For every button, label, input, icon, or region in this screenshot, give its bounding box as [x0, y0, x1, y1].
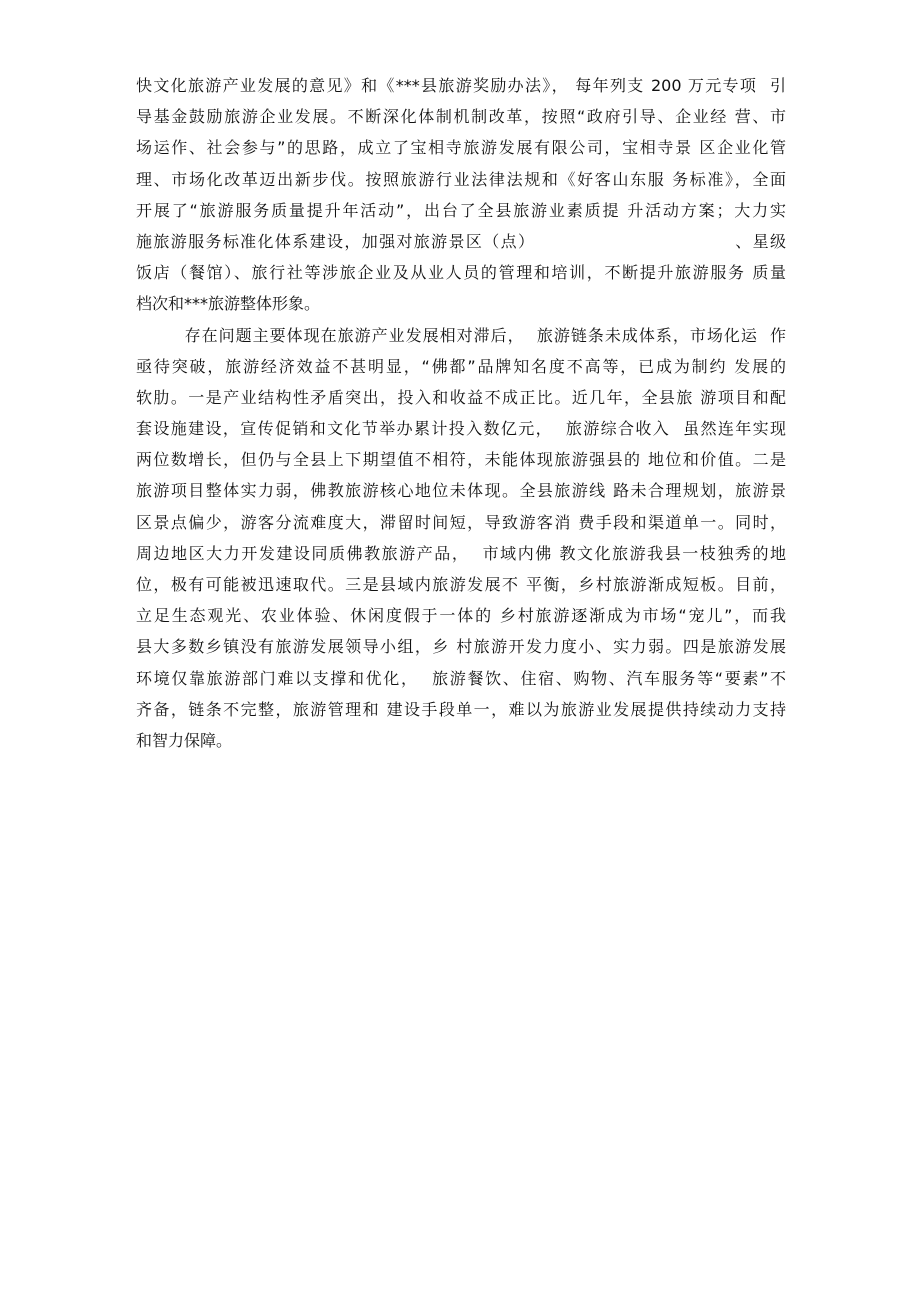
text-line: 开展了“旅游服务质量提升年活动”，出台了全县旅游业素质提 升活动方案；大力实 [136, 200, 786, 220]
text-line: 亟待突破，旅游经济效益不甚明显，“佛都”品牌知名度不高等，已成为制约 发展的 [136, 356, 786, 376]
text-line: 软肋。一是产业结构性矛盾突出，投入和收益不成正比。近几年，全县旅 游项目和配 [136, 387, 786, 407]
text-line: 理、市场化改革迈出新步伐。按照旅游行业法律法规和《好客山东服 务标准》，全面 [136, 169, 786, 189]
text-line: 位，极有可能被迅速取代。三是县域内旅游发展不 平衡，乡村旅游渐成短板。目前， [136, 575, 786, 594]
text-line: 档次和***旅游整体形象。 [136, 294, 321, 314]
text-line: 县大多数乡镇没有旅游发展领导小组，乡 村旅游开发力度小、实力弱。四是旅游发展 [136, 637, 786, 657]
text-line: 套设施建设，宣传促销和文化节举办累计投入数亿元， 旅游综合收入 虽然连年实现 [136, 419, 786, 439]
text-line: 导基金鼓励旅游企业发展。不断深化体制机制改革，按照“政府引导、企业经 营、市 [136, 107, 786, 127]
text-line: 环境仅靠旅游部门难以支撑和优化， 旅游餐饮、住宿、购物、汽车服务等“要素”不 [136, 668, 786, 688]
text-line: 旅游项目整体实力弱，佛教旅游核心地位未体现。全县旅游线 路未合理规划，旅游景 [136, 481, 786, 501]
paragraph-1 [136, 70, 786, 320]
text-line: 快文化旅游产业发展的意见》和《***县旅游奖励办法》， 每年列支 200 万元专项 引 [136, 76, 786, 95]
text-line: 两位数增长，但仍与全县上下期望值不相符，未能体现旅游强县的 地位和价值。二是 [136, 450, 786, 470]
text-line: 施旅游服务标准化体系建设，加强对旅游景区（点） 、星级 [136, 231, 786, 251]
text-line: 周边地区大力开发建设同质佛教旅游产品， 市域内佛 教文化旅游我县一枝独秀的地 [136, 543, 786, 563]
text-line: 区景点偏少，游客分流难度大，滞留时间短，导致游客消 费手段和渠道单一。同时， [136, 512, 786, 532]
text-line: 齐备，链条不完整，旅游管理和 建设手段单一，难以为旅游业发展提供持续动力支持 [136, 699, 786, 719]
text-line: 立足生态观光、农业体验、休闲度假于一体的 乡村旅游逐渐成为市场“宠儿”，而我 [136, 606, 786, 626]
paragraph-2 [136, 320, 786, 757]
body-text [136, 70, 786, 756]
text-line: 存在问题主要体现在旅游产业发展相对滞后， 旅游链条未成体系，市场化运 作 [136, 325, 786, 345]
text-line: 饭店（餐馆）、旅行社等涉旅企业及从业人员的管理和培训，不断提升旅游服务 质量 [136, 263, 786, 283]
text-line: 和智力保障。 [136, 730, 233, 750]
text-line: 场运作、社会参与”的思路，成立了宝相寺旅游发展有限公司，宝相寺景 区企业化管 [136, 138, 786, 158]
